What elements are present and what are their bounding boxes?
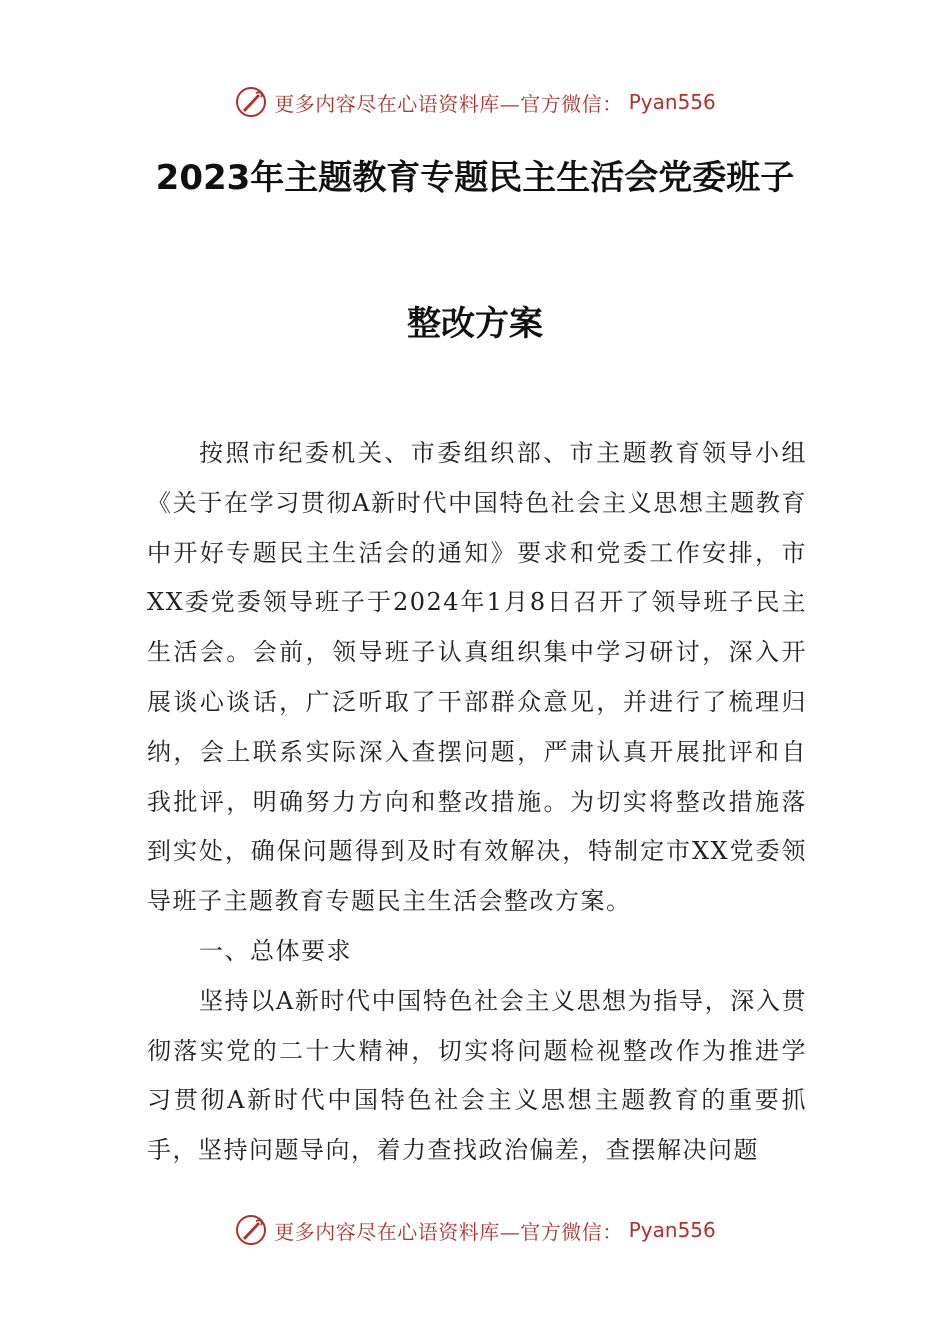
document-title-line2: 整改方案 [407,304,543,344]
document-body [147,429,807,1176]
document-title-line1: 2023年主题教育专题民主生活会党委班子 [155,158,795,198]
intro-paragraph: 按照市纪委机关、市委组织部、市主题教育领导小组《关于在学习贯彻A新时代中国特色社会主义思想主题教育中开好专题民主生活会的通知》要求和党委工作安排，市XX委党委领导班子于2024年1月8日召开了领导班子民主生活会。会前，领导班子认真组织集中学习研讨，深入开展谈心谈话，广泛听取了干部群众意见，并进行了梳理归纳，会上联系实际深入查摆问题，严肃认真开展批评和自我批评，明确努力方向和整改措施。为切实将整改措施落到实处，确保问题得到及时有效解决，特制定市XX党委领导班子主题教育专题民主生活会整改方案。 [147,439,807,916]
watermark-text: 更多内容尽在心语资料库—官方微信： [274,91,623,116]
quill-logo-icon [234,85,268,119]
watermark-banner-bottom [0,1210,950,1250]
watermark-wechat-id: Pyan556 [628,1218,716,1242]
watermark-banner-top [0,82,950,122]
watermark-text: 更多内容尽在心语资料库—官方微信： [274,1219,623,1244]
watermark-wechat-id: Pyan556 [628,90,716,114]
quill-logo-icon [234,1213,268,1247]
section1-paragraph: 坚持以A新时代中国特色社会主义思想为指导，深入贯彻落实党的二十大精神，切实将问题检视整改作为推进学习贯彻A新时代中国特色社会主义思想主题教育的重要抓手，坚持问题导向，着力查找政治偏差，查摆解决问题 [147,986,807,1165]
section-heading-general-requirements: 一、总体要求 [199,936,352,965]
